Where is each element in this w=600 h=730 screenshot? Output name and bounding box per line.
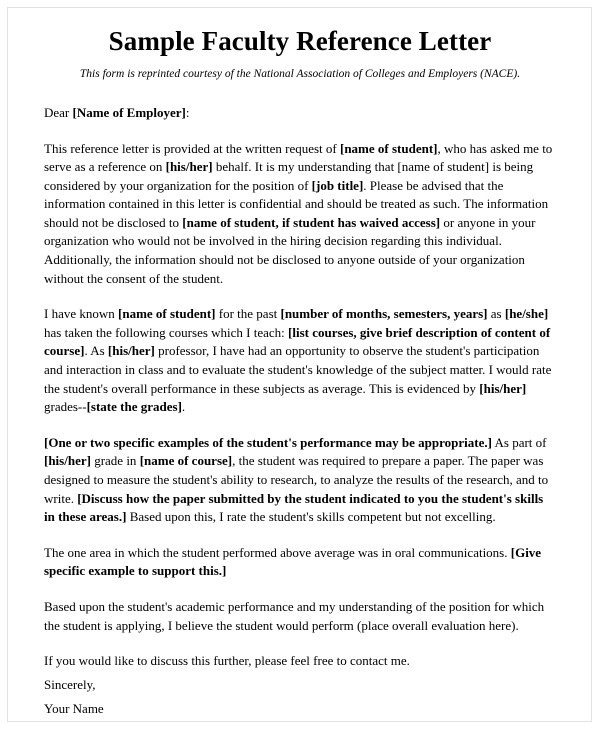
emphasis-placeholder: [name of student] — [340, 140, 438, 156]
body-text: If you would like to discuss this further, please feel free to contact me. — [44, 653, 410, 669]
body-text: grade in — [90, 453, 140, 469]
letter-closing — [44, 671, 556, 721]
emphasis-placeholder: [his/her] — [107, 343, 155, 359]
body-text: professor, I have had an opportunity to observe the student's participation and interaction in class and to evaluate the student's knowledge of the subject matter. I would rate the student's overall performance in these subjects as average. This is evidenced by — [44, 343, 552, 396]
body-text: for the past — [215, 306, 281, 322]
paragraph-confidentiality — [44, 140, 556, 289]
body-text: I have known — [44, 306, 119, 322]
emphasis-placeholder: [job title] — [311, 177, 364, 193]
body-text: . As — [84, 343, 108, 359]
body-text: grades-- — [44, 399, 87, 415]
emphasis-placeholder: [Discuss how the paper submitted by the student indicated to you the student's skills in these areas.] — [44, 490, 544, 525]
body-text: , the student was required to prepare a paper. The paper was designed to measure the student's ability to research, to analyze the results of the research, and to write. — [44, 453, 549, 506]
body-text: : — [185, 105, 190, 120]
body-text: Based upon the student's academic performance and my understanding of the position for which the student is applying, I believe the student would perform (place overall evaluation here). — [44, 598, 545, 633]
emphasis-placeholder: [name of student] — [118, 306, 216, 322]
emphasis-placeholder: [number of months, semesters, years] — [280, 306, 488, 322]
body-text: Based upon this, I rate the student's skills competent but not excelling. — [126, 509, 496, 525]
document-attribution-subtitle: This form is reprinted courtesy of the National Association of Colleges and Employers (NACE). — [79, 68, 521, 80]
closing-valediction: Sincerely, — [44, 676, 96, 692]
emphasis-placeholder: [list courses, give brief description of content of course] — [44, 324, 551, 359]
paragraph-acquaintance — [44, 305, 556, 417]
body-text: , who has asked me to serve as a reference on — [44, 140, 553, 175]
paragraph-overall-evaluation — [44, 598, 556, 635]
emphasis-placeholder: [One or two specific examples of the student's performance may be appropriate.] — [44, 434, 492, 450]
body-text: As part of — [491, 434, 547, 450]
emphasis-placeholder: [name of course] — [139, 453, 233, 469]
letter-paragraphs — [44, 140, 556, 671]
salutation-line — [44, 104, 556, 123]
body-text: has taken the following courses which I teach: — [44, 324, 289, 340]
emphasis-placeholder: [his/her] — [165, 159, 213, 175]
body-text: The one area in which the student performed above average was in oral communications. — [44, 544, 511, 560]
body-text: This reference letter is provided at the written request of — [44, 140, 340, 156]
page-title: Sample Faculty Reference Letter — [108, 26, 492, 56]
body-text: or anyone in your organization who would not be involved in the hiring decision regarding this individual. Additionally, the information should not be disclosed to anyone outside of your organization without the consent of the student. — [44, 214, 536, 286]
letter-body — [0, 82, 600, 721]
emphasis-placeholder: [his/her] — [479, 380, 527, 396]
emphasis-placeholder: [name of student, if student has waived access] — [182, 214, 441, 230]
body-text: as — [487, 306, 505, 322]
emphasis-placeholder: [Give specific example to support this.] — [44, 544, 542, 579]
body-text: . — [181, 399, 186, 415]
paragraph-contact — [44, 652, 556, 671]
closing-signature-name: Your Name — [44, 700, 104, 716]
paragraph-specific-examples — [44, 434, 556, 527]
emphasis-placeholder: [his/her] — [44, 453, 91, 469]
body-text: behalf. It is my understanding that [name of student] is being considered by your organization for the position of — [44, 159, 534, 193]
body-text: . Please be advised that the information contained in this letter is confidential and should be treated as such. The information should not be disclosed to — [44, 177, 549, 230]
emphasis-placeholder: [Name of Employer] — [72, 105, 186, 120]
body-text: Dear — [44, 105, 73, 120]
paragraph-oral-communications — [44, 544, 556, 581]
emphasis-placeholder: [he/she] — [504, 306, 549, 322]
emphasis-placeholder: [state the grades] — [86, 399, 182, 415]
